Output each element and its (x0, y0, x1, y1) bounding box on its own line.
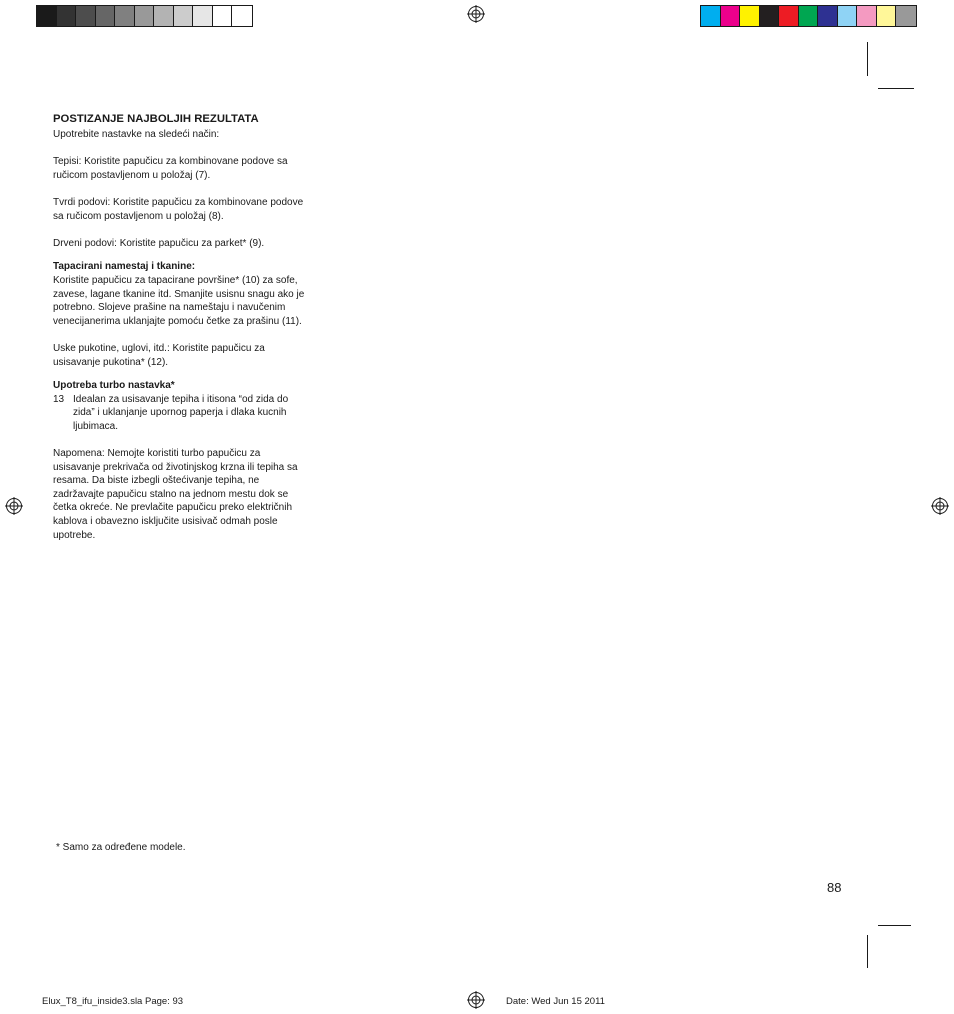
note-paragraph: Napomena: Nemojte koristiti turbo papučicu za usisavanje prekrivača od životinjskog krzna ili tepiha sa resama. Da biste izbegli oštećivanje tepiha, ne zadržavajte papučicu stalno na jednom mestu dok se četka okreće. Ne prevlačite papučicu preko električnih kablova i obavezno isključite usisivač odmah posle upotrebe. (53, 448, 298, 541)
upholstery-paragraph: Koristite papučicu za tapacirane površine* (10) za sofe, zavese, lagane tkanine itd. Smanjite usisnu snagu ako je potrebno. Slojeve prašine na nameštaju i navučenim venecijanerima uklanjajte pomoću četke za prašinu (11). (53, 274, 305, 327)
instructions-column (53, 112, 305, 542)
crop-mark (878, 88, 914, 89)
color-swatch (721, 6, 741, 26)
color-swatch (154, 6, 174, 26)
item-number: 13 (53, 393, 65, 405)
hard-floors-paragraph: Tvrdi podovi: Koristite papučicu za kombinovane podove sa ručicom postavljenom u položaj (8). (53, 196, 304, 222)
slug-date: Date: Wed Jun 15 2011 (506, 996, 605, 1007)
footnote: * Samo za određene modele. (56, 842, 186, 853)
wood-floors-paragraph: Drveni podovi: Koristite papučicu za parket* (9). (53, 237, 265, 249)
slug-file-info: Elux_T8_ifu_inside3.sla Page: 93 (42, 996, 184, 1007)
cmyk-color-bar (700, 5, 917, 27)
crop-mark (867, 42, 868, 76)
registration-mark-icon (467, 5, 485, 23)
intro-text: Upotrebite nastavke na sledeći način: (53, 129, 220, 140)
upholstery-heading: Tapacirani namestaj i tkanine: (53, 261, 196, 273)
crevices-paragraph: Uske pukotine, uglovi, itd.: Koristite papučicu za usisavanje pukotina* (12). (53, 342, 265, 368)
color-swatch (135, 6, 155, 26)
color-swatch (701, 6, 721, 26)
color-swatch (232, 6, 252, 26)
grayscale-color-bar (36, 5, 253, 27)
color-swatch (76, 6, 96, 26)
color-swatch (838, 6, 858, 26)
color-swatch (96, 6, 116, 26)
color-swatch (896, 6, 916, 26)
color-swatch (818, 6, 838, 26)
color-swatch (213, 6, 233, 26)
color-swatch (877, 6, 897, 26)
carpets-paragraph: Tepisi: Koristite papučicu za kombinovane podove sa ručicom postavljenom u položaj (7). (53, 156, 288, 181)
list-item (53, 393, 305, 434)
registration-mark-icon (5, 497, 23, 515)
color-swatch (799, 6, 819, 26)
color-swatch (740, 6, 760, 26)
crop-mark (867, 935, 868, 968)
color-swatch (760, 6, 780, 26)
color-swatch (857, 6, 877, 26)
color-swatch (37, 6, 57, 26)
registration-mark-icon (931, 497, 949, 515)
section-title: POSTIZANJE NAJBOLJIH REZULTATA (53, 113, 259, 125)
crop-mark (878, 925, 911, 926)
registration-mark-icon (467, 991, 485, 1009)
turbo-heading: Upotreba turbo nastavka* (53, 380, 175, 392)
color-swatch (779, 6, 799, 26)
page-number: 88 (827, 880, 842, 895)
color-swatch (115, 6, 135, 26)
color-swatch (57, 6, 77, 26)
color-swatch (174, 6, 194, 26)
color-swatch (193, 6, 213, 26)
item-text: Idealan za usisavanje tepiha i itisona “od zida do zida” i uklanjanje upornog paperja i dlaka kucnih ljubimaca. (73, 393, 289, 432)
